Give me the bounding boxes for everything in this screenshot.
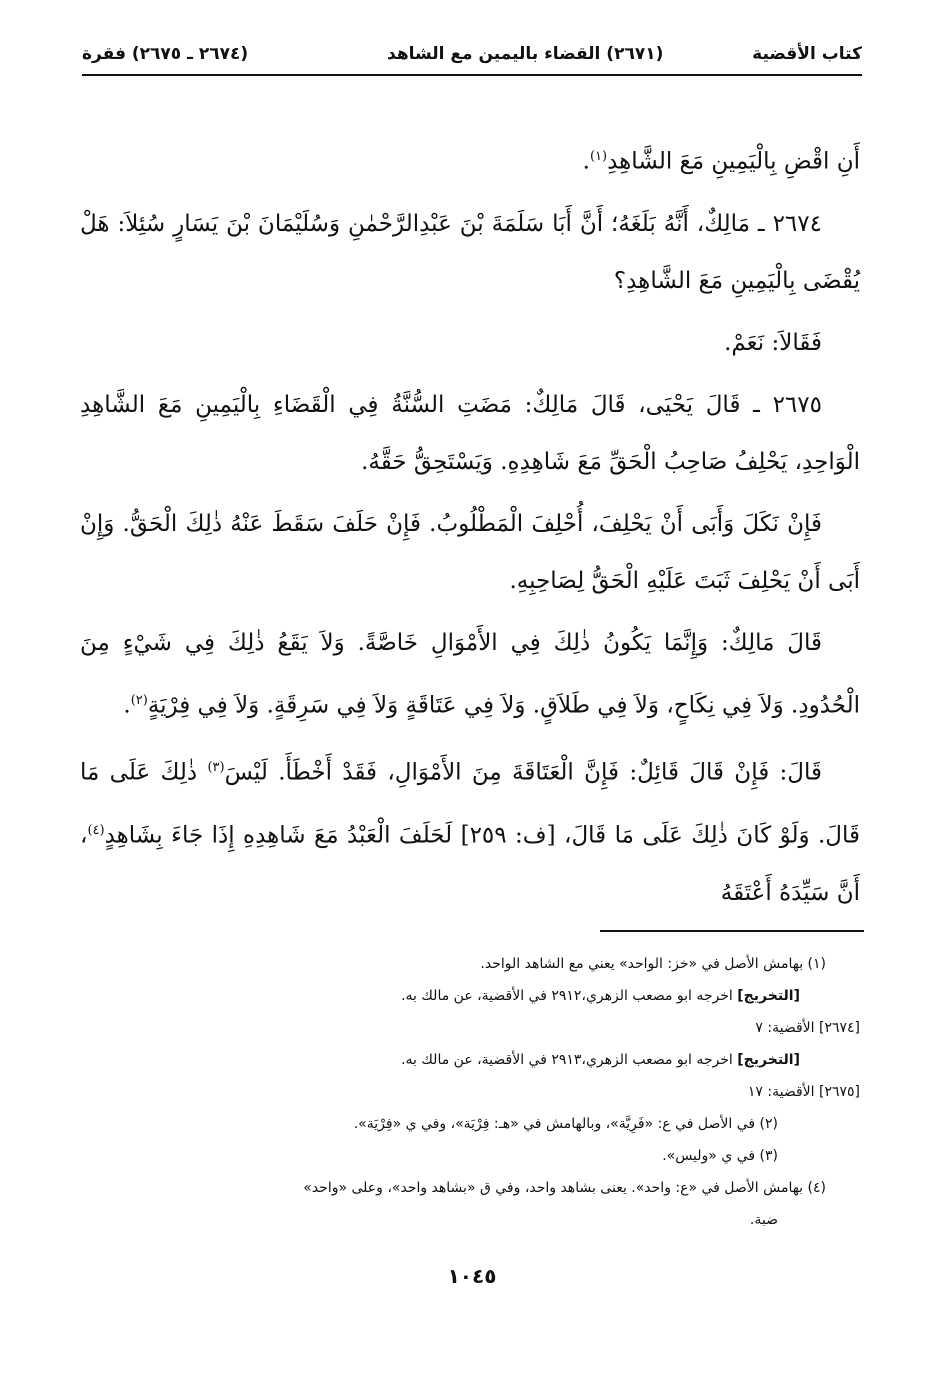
footnote-separator	[600, 930, 864, 932]
page-number: ١٠٤٥	[447, 1264, 497, 1288]
paragraph: أَنِ اقْضِ بِالْيَمِينِ مَعَ الشَّاهِدِ$^{(١)}$.	[582, 148, 860, 175]
paragraph: فَإِنْ نَكَلَ وَأَبَى أَنْ يَحْلِفَ، أُحْلِفَ الْمَطْلُوبُ. فَإِنْ حَلَفَ سَقَطَ عَنْهُ ذٰلِكَ الْحَقُّ. وَإِنْ أَبَى أَنْ يَحْلِفَ ثَبَتَ عَلَيْهِ الْحَقُّ لِصَاحِبِهِ.	[80, 510, 860, 594]
footnote-ref[interactable]: (١)	[589, 149, 608, 164]
footnote-ref[interactable]: (٢)	[130, 692, 148, 708]
footnotes	[80, 948, 860, 1236]
main-text	[80, 128, 860, 927]
paragraph: قَالَ مَالِكٌ: وَإِنَّمَا يَكُونُ ذٰلِكَ فِي الأَمْوَالِ خَاصَّةً. وَلاَ يَقَعُ ذٰلِكَ فِي شَيْءٍ مِنَ الْحُدُودِ. وَلاَ فِي نِكَاحٍ، وَلاَ فِي طَلاَقٍ. وَلاَ فِي عَتَاقَةٍ وَلاَ فِي سَرِقَةٍ. وَلاَ فِي فِرْيَةٍ$^{(٢)}$.	[80, 629, 860, 719]
chapter-title: (٢٦٧١) القضاء باليمين مع الشاهد	[387, 44, 664, 64]
book-title: كتاب الأقضية	[752, 44, 862, 64]
running-header	[82, 34, 862, 76]
takhrij-note: [التخريج] اخرجه ابو مصعب الزهري،٢٩١٢ في الأقضية، عن مالك به.	[401, 988, 800, 1004]
footnote: (١) بهامش الأصل في «خز: الواحد» يعني مع الشاهد الواحد.	[480, 956, 826, 972]
paragraph-range: (٢٦٧٤ ـ ٢٦٧٥) فقرة	[82, 44, 249, 64]
paragraph-2675: ٢٦٧٥ ـ قَالَ يَحْيَى، قَالَ مَالِكٌ: مَضَتِ السُّنَّةُ فِي الْقَضَاءِ بِالْيَمِينِ مَعَ الشَّاهِدِ الْوَاحِدِ، يَحْلِفُ صَاحِبُ الْحَقِّ مَعَ شَاهِدِهِ. وَيَسْتَحِقُّ حَقَّهُ.	[80, 391, 860, 475]
footnote: (٢) في الأصل في ع: «فَرِيَّة»، وبالهامش في «هـ: فِرْيَة»، وفي ي «فِرْيَة».	[353, 1116, 778, 1132]
takhrij-note: [التخريج] اخرجه ابو مصعب الزهري،٢٩١٣ في الأقضية، عن مالك به.	[401, 1052, 800, 1068]
footnote: (٣) في ي «وليس».	[662, 1148, 778, 1164]
paragraph: قَالَ: فَإِنْ قَالَ قَائِلٌ: فَإِنَّ الْعَتَاقَةَ مِنَ الأَمْوَالِ، فَقَدْ أَخْطَأَ. لَيْسَ$^{(٣)}$ ذٰلِكَ عَلَى مَا قَالَ. وَلَوْ كَانَ ذٰلِكَ عَلَى مَا قَالَ، [ف: ٢٥٩] لَحَلَفَ الْعَبْدُ مَعَ شَاهِدِهِ إِذَا جَاءَ بِشَاهِدٍ$^{(٤)}$، أَنَّ سَيِّدَهُ أَعْتَقَهُ	[80, 759, 861, 906]
paragraph: فَقَالاَ: نَعَمْ.	[724, 329, 822, 356]
footnote-ref[interactable]: (٤)	[87, 822, 105, 838]
paragraph-2674: ٢٦٧٤ ـ مَالِكٌ، أَنَّهُ بَلَغَهُ؛ أَنَّ أَبَا سَلَمَةَ بْنَ عَبْدِالرَّحْمٰنِ وَسُلَيْمَانَ بْنَ يَسَارٍ سُئِلاَ: هَلْ يُقْضَى بِالْيَمِينِ مَعَ الشَّاهِدِ؟	[80, 210, 860, 294]
footnote-continuation: ضبة.	[749, 1212, 778, 1228]
reference-note: [٢٦٧٤] الأقضية: ٧	[755, 1020, 860, 1036]
reference-note: [٢٦٧٥] الأقضية: ١٧	[747, 1084, 860, 1100]
footnote-ref[interactable]: (٣)	[207, 760, 225, 776]
footnote: (٤) بهامش الأصل في «ع: واحد». يعنى بشاهد واحد، وفي ق «بشاهد واحد»، وعلى «واحد»	[303, 1180, 826, 1196]
